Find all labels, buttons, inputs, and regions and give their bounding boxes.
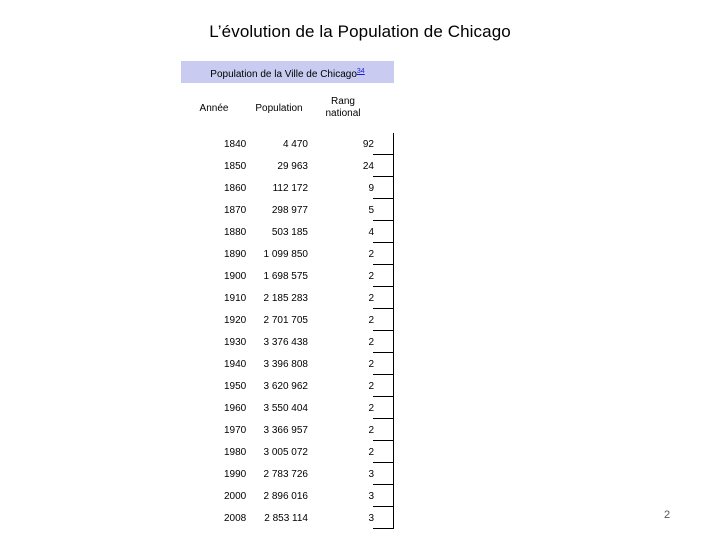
cell-rank: 92 — [362, 139, 374, 150]
cell-rank: 2 — [368, 271, 374, 282]
cell-year: 2000 — [224, 491, 247, 502]
table-row — [0, 287, 720, 309]
table-row — [0, 309, 720, 331]
cell-year: 1870 — [224, 205, 247, 216]
table-row — [0, 463, 720, 485]
row-divider — [373, 528, 394, 529]
table-row — [0, 507, 720, 529]
slide-title: L’évolution de la Population de Chicago — [209, 22, 511, 41]
cell-population: 4 470 — [282, 139, 308, 150]
column-header-population: Population — [255, 103, 303, 114]
cell-population: 29 963 — [277, 161, 308, 172]
cell-rank: 3 — [368, 469, 374, 480]
cell-year: 1980 — [224, 447, 247, 458]
cell-year: 1840 — [224, 139, 247, 150]
table-caption — [181, 61, 394, 83]
cell-population: 3 620 962 — [263, 381, 308, 392]
cell-year: 1890 — [224, 249, 247, 260]
cell-population: 3 550 404 — [263, 403, 308, 414]
cell-rank: 2 — [368, 359, 374, 370]
cell-population: 1 698 575 — [263, 271, 308, 282]
cell-year: 1960 — [224, 403, 247, 414]
table-row — [0, 199, 720, 221]
cell-year: 1940 — [224, 359, 247, 370]
cell-population: 3 005 072 — [263, 447, 308, 458]
cell-year: 2008 — [224, 513, 247, 524]
table-right-border — [393, 133, 394, 529]
table-row — [0, 221, 720, 243]
table-caption-text: Population de la Ville de Chicago — [210, 69, 357, 80]
table-row — [0, 485, 720, 507]
table-row — [0, 133, 720, 155]
cell-year: 1910 — [224, 293, 247, 304]
table-row — [0, 177, 720, 199]
cell-rank: 2 — [368, 337, 374, 348]
cell-rank: 4 — [368, 227, 374, 238]
table-row — [0, 243, 720, 265]
table-row — [0, 331, 720, 353]
cell-rank: 3 — [368, 513, 374, 524]
table-row — [0, 155, 720, 177]
cell-population: 2 853 114 — [264, 513, 308, 524]
cell-rank: 2 — [368, 447, 374, 458]
cell-population: 2 185 283 — [263, 293, 308, 304]
cell-year: 1930 — [224, 337, 247, 348]
cell-population: 112 172 — [272, 183, 308, 194]
cell-population: 3 366 957 — [263, 425, 308, 436]
cell-year: 1900 — [224, 271, 247, 282]
cell-rank: 2 — [368, 403, 374, 414]
table-row — [0, 397, 720, 419]
cell-population: 2 701 705 — [263, 315, 308, 326]
population-table-body — [0, 133, 720, 529]
table-row — [0, 441, 720, 463]
cell-year: 1880 — [224, 227, 247, 238]
cell-year: 1860 — [224, 183, 247, 194]
table-row — [0, 419, 720, 441]
cell-population: 3 396 808 — [263, 359, 308, 370]
table-row — [0, 265, 720, 287]
cell-population: 298 977 — [271, 205, 308, 216]
cell-year: 1950 — [224, 381, 247, 392]
cell-rank: 5 — [368, 205, 374, 216]
cell-rank: 3 — [368, 491, 374, 502]
cell-population: 503 185 — [271, 227, 308, 238]
cell-rank: 2 — [368, 249, 374, 260]
cell-rank: 2 — [368, 425, 374, 436]
cell-rank: 2 — [368, 293, 374, 304]
cell-population: 1 099 850 — [263, 249, 308, 260]
cell-rank: 2 — [368, 381, 374, 392]
cell-year: 1850 — [224, 161, 247, 172]
cell-rank: 9 — [368, 183, 374, 194]
column-header-year: Année — [199, 103, 229, 114]
cell-rank: 24 — [362, 161, 374, 172]
cell-population: 2 783 726 — [263, 469, 308, 480]
cell-year: 1920 — [224, 315, 247, 326]
page-number: 2 — [664, 509, 671, 521]
footnote-link[interactable]: 34 — [356, 68, 365, 75]
cell-year: 1990 — [224, 469, 247, 480]
table-row — [0, 375, 720, 397]
column-header-rank: Rang national — [325, 96, 361, 119]
cell-population: 3 376 438 — [263, 337, 308, 348]
cell-rank: 2 — [368, 315, 374, 326]
cell-year: 1970 — [224, 425, 247, 436]
table-row — [0, 353, 720, 375]
cell-population: 2 896 016 — [263, 491, 308, 502]
